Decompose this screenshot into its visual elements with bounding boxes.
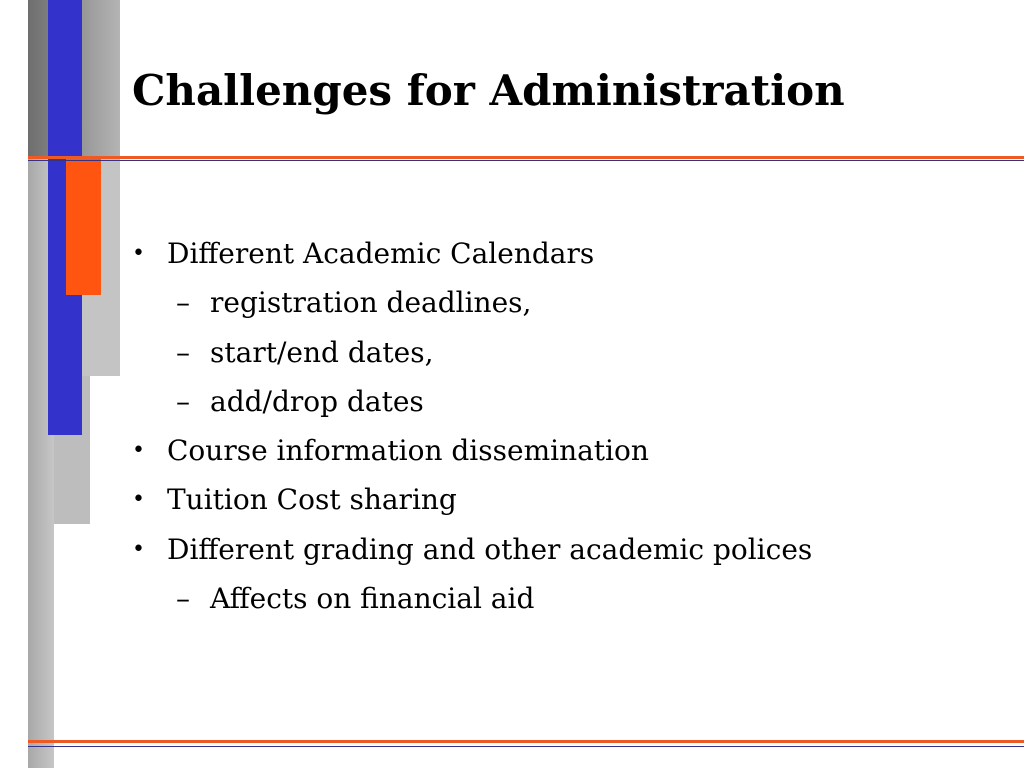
bullet-text: Course information dissemination (167, 434, 649, 468)
title-divider-navy (28, 160, 1024, 161)
bullet-item (132, 475, 1012, 524)
sub-bullet-marker: – (176, 582, 190, 616)
bullet-list (132, 229, 1012, 623)
bullet-text: Different grading and other academic polices (167, 532, 813, 566)
footer-divider-navy (28, 746, 1024, 747)
bullet-marker: • (132, 438, 145, 464)
bullet-text: Different Academic Calendars (167, 237, 595, 270)
sub-bullet-item (132, 574, 1012, 623)
bullet-item (132, 525, 1012, 574)
sub-bullet-text: start/end dates, (210, 335, 434, 369)
sub-bullet-text: registration deadlines, (210, 286, 532, 320)
bullet-text: Tuition Cost sharing (167, 483, 457, 517)
footer-divider-orange (28, 740, 1024, 743)
sub-bullet-item (132, 278, 1012, 327)
sub-bullet-marker: – (176, 286, 190, 320)
bullet-marker: • (132, 536, 145, 562)
bullet-item (132, 426, 1012, 475)
bullet-marker: • (132, 487, 145, 513)
bullet-item (132, 229, 1012, 278)
title-divider-orange (28, 156, 1024, 159)
sub-bullet-text: add/drop dates (210, 384, 424, 418)
sub-bullet-marker: – (176, 335, 190, 369)
bullet-marker: • (132, 241, 145, 266)
sub-bullet-text: Affects on financial aid (210, 582, 535, 616)
sub-bullet-item (132, 377, 1012, 426)
sub-bullet-marker: – (176, 384, 190, 418)
sub-bullet-item (132, 328, 1012, 377)
decor-orange-bar (66, 158, 101, 295)
slide-title: Challenges for Administration (132, 66, 845, 115)
